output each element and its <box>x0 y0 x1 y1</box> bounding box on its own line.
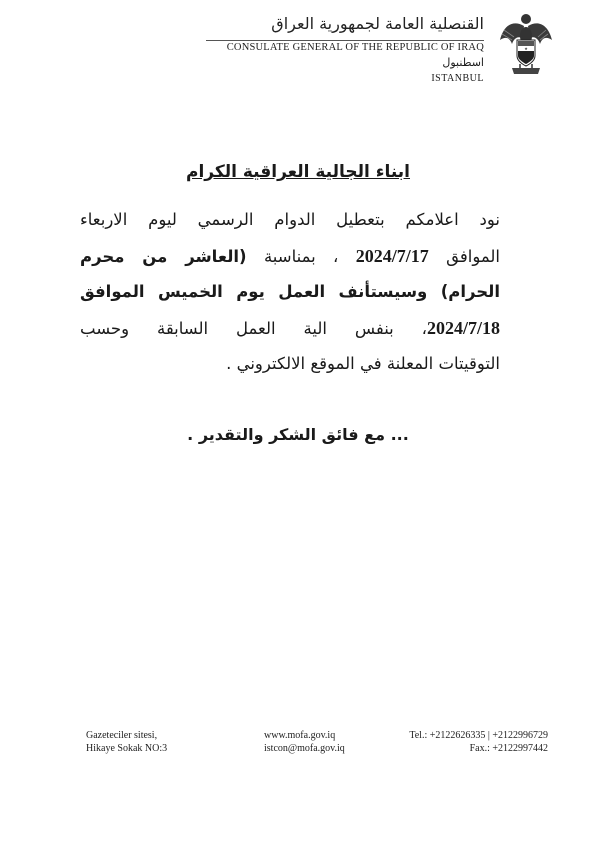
consulate-name-english: CONSULATE GENERAL OF THE REPUBLIC OF IRAQ <box>226 42 484 53</box>
body-line-5: التوقيتات المعلنة في الموقع الالكتروني . <box>226 354 500 373</box>
body-line-2 <box>80 246 500 267</box>
announcement-heading: ابناء الجالية العراقية الكرام <box>185 162 410 182</box>
date-wednesday: 2024/7/17 <box>355 246 429 266</box>
body-line-2-part-a: الموافق <box>446 247 501 266</box>
address-line-2: Hikaye Sokak NO:3 <box>86 743 168 754</box>
iraq-eagle-emblem-icon <box>498 10 554 82</box>
body-line-2-occasion: (العاشر من محرم <box>80 247 247 266</box>
consulate-name-arabic: القنصلية العامة لجمهورية العراق <box>271 14 484 33</box>
header-divider <box>206 40 484 41</box>
email-link[interactable]: istcon@mofa.gov.iq <box>264 743 345 754</box>
fax-number: Fax.: +2122997442 <box>469 743 548 754</box>
footer-web <box>264 729 345 755</box>
telephone-numbers: Tel.: +2122626335 | +2122996729 <box>409 730 548 741</box>
body-line-4 <box>80 318 500 339</box>
svg-text:★: ★ <box>524 46 528 52</box>
body-line-3: الحرام) وسيستأنف العمل يوم الخميس الموافق <box>80 282 500 301</box>
website-link[interactable]: www.mofa.gov.iq <box>264 730 336 741</box>
closing-greeting: ... مع فائق الشكر والتقدير . <box>187 425 409 444</box>
body-line-1: نود اعلامكم بتعطيل الدوام الرسمي ليوم الاربعاء <box>80 210 500 229</box>
date-thursday: 2024/7/18 <box>426 318 500 338</box>
body-line-4-text: ، بنفس الية العمل السابقة وحسب <box>80 319 427 338</box>
address-line-1: Gazeteciler sitesi, <box>86 730 158 741</box>
city-name-english: ISTANBUL <box>431 73 484 84</box>
footer-contact <box>409 729 548 755</box>
body-line-2-part-b: ، بمناسبة <box>263 247 339 266</box>
footer-address <box>86 729 167 755</box>
city-name-arabic: اسطنبول <box>442 56 484 69</box>
